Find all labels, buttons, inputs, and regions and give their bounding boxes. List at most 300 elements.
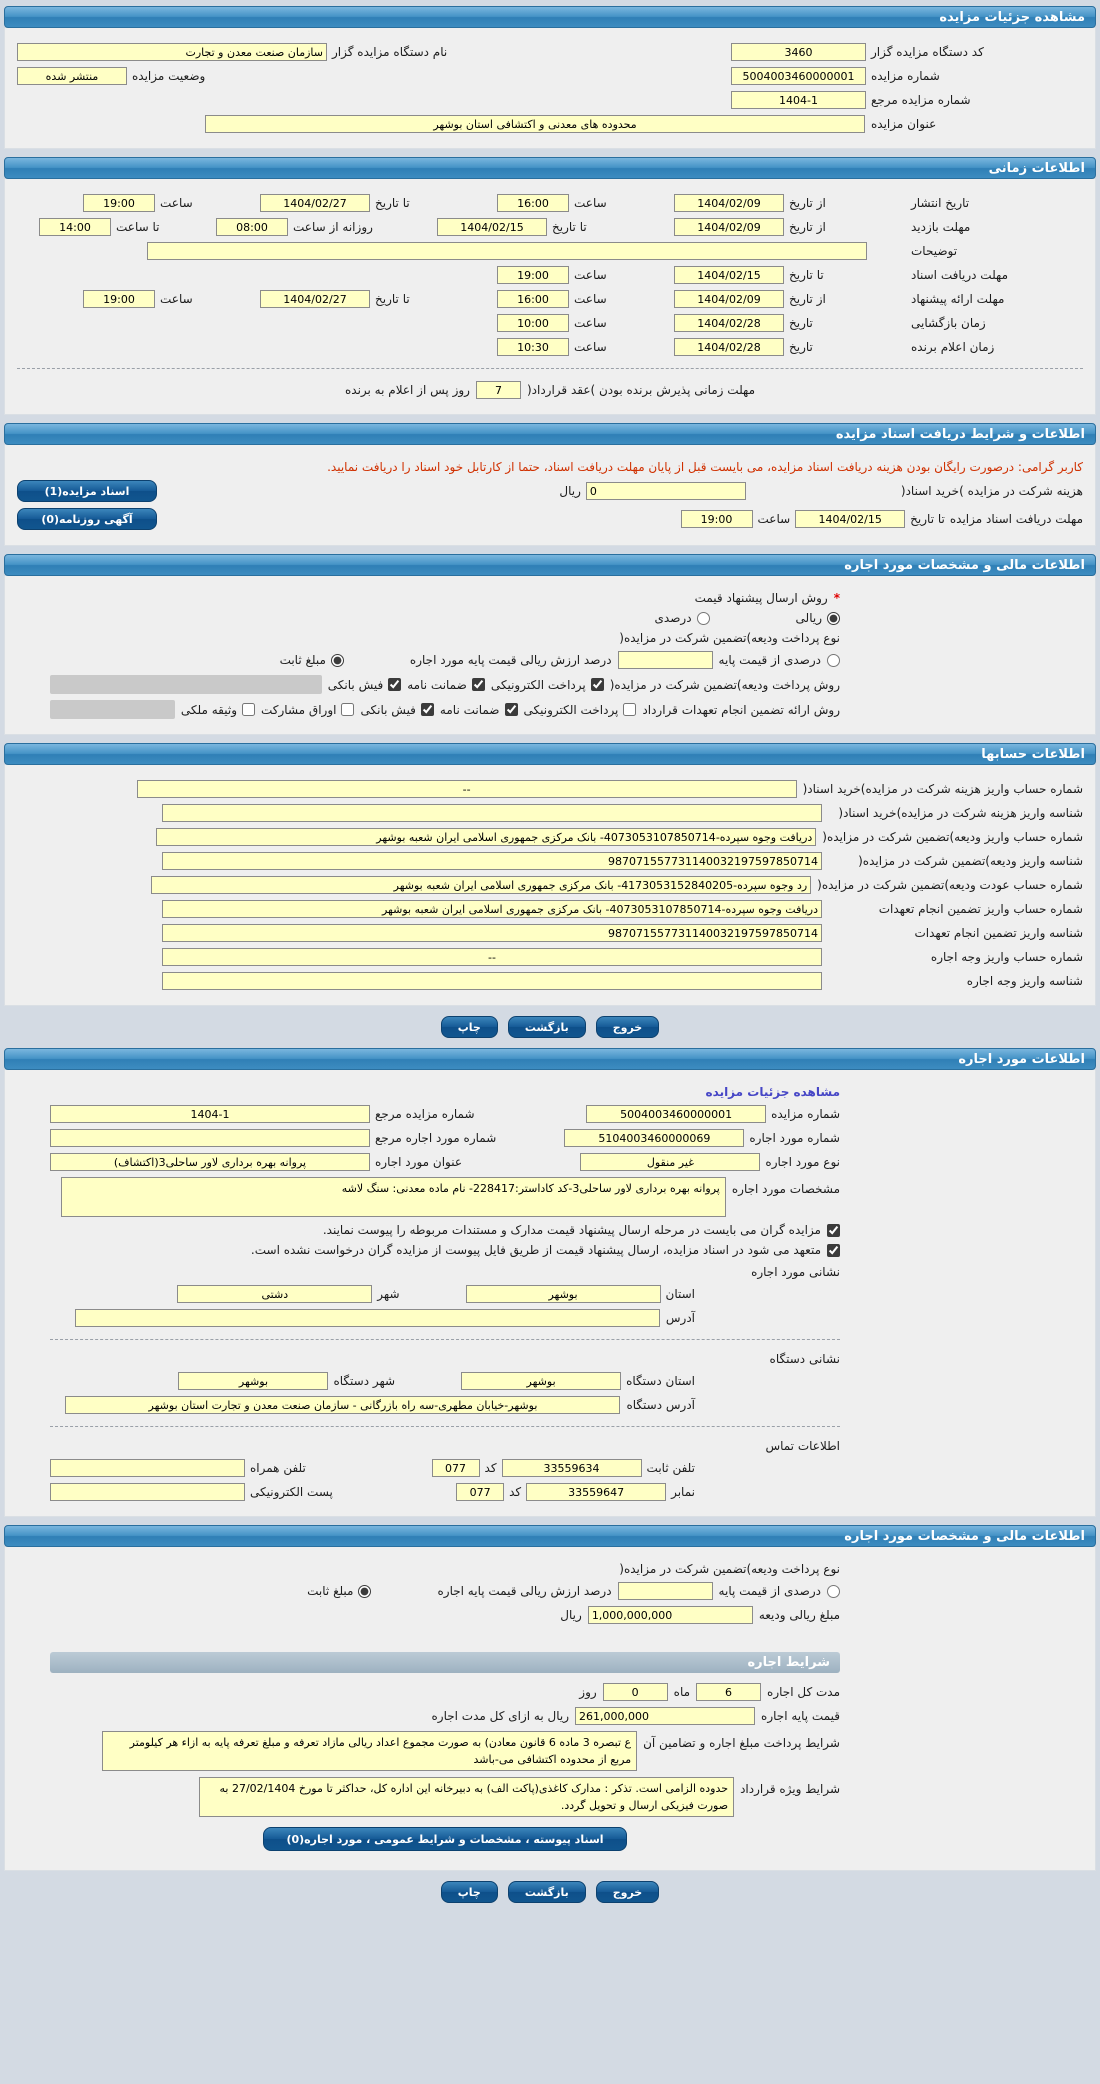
participation-fee-input[interactable] [586, 482, 746, 500]
deposit-bank-receipt-field [328, 678, 401, 692]
rental-item-ref-label: شماره مورد اجاره مرجع [375, 1131, 497, 1145]
account-row-label: شماره حساب عودت ودیعه)تضمین شرکت در مزایده( [817, 878, 1083, 892]
to-hour-label: تا ساعت [116, 220, 160, 234]
obligation-property-collateral-field [181, 703, 255, 717]
account-row [17, 804, 1083, 822]
attachments-button[interactable]: اسناد پیوسته ، مشخصات و شرایط عمومی ، مورد اجاره(0) [263, 1827, 626, 1851]
special-terms-label: شرایط ویژه قرارداد [740, 1782, 840, 1797]
publish-from-time-field [497, 194, 630, 212]
no-file-note: متعهد می شود در اسناد مزایده، ارسال پیشنهاد قیمت از طریق فایل پیوست از مزایده گران درخواست نشده است. [250, 1243, 821, 1258]
rial-radio[interactable] [827, 612, 840, 625]
phone-input[interactable] [502, 1459, 642, 1477]
disabled-options-area [50, 700, 175, 719]
auction-docs-button[interactable]: اسناد مزایده(1) [17, 480, 157, 502]
rental-item-title-input[interactable] [50, 1153, 370, 1171]
account-row-label: شماره حساب واریز هزینه شرکت در مزایده)خرید اسناد( [802, 782, 1083, 796]
docs-deadline-field [681, 510, 1083, 528]
email-input[interactable] [50, 1483, 245, 1501]
offer-from-date-input[interactable] [674, 290, 784, 308]
phone-code-input[interactable] [432, 1459, 480, 1477]
org-province-field [461, 1372, 695, 1390]
timing-body [4, 179, 1096, 415]
account-row [17, 924, 1083, 942]
auction-details-body [4, 28, 1096, 149]
print-button[interactable]: چاپ [441, 1016, 498, 1038]
to-date-label: تا تاریخ [375, 196, 410, 210]
from-date-label: از تاریخ [789, 220, 826, 234]
code-label: کد [509, 1485, 522, 1500]
obligation-bank-receipt-label: فیش بانکی [360, 702, 416, 717]
visit-deadline-row [17, 218, 1083, 236]
exit-button[interactable]: خروج [596, 1016, 660, 1038]
obligation-property-collateral-label: وثیقه ملکی [180, 702, 238, 717]
offer-from-date-field [674, 290, 867, 308]
publish-to-date-input[interactable] [260, 194, 370, 212]
base-percent-input[interactable] [618, 651, 713, 669]
payment-terms-row [50, 1731, 840, 1771]
hour-label: ساعت [757, 512, 791, 526]
province-input[interactable] [466, 1285, 661, 1303]
obligation-bank-receipt-checkbox[interactable] [421, 703, 434, 716]
financial-1-title: اطلاعات مالی و مشخصات مورد اجاره [844, 557, 1085, 573]
opening-date-input[interactable] [674, 314, 784, 332]
org-province-label: استان دستگاه [626, 1374, 695, 1389]
account-row-label: شماره حساب واریز ودیعه)تضمین شرکت در مزایده( [822, 830, 1083, 844]
offer-deadline-label: مهلت ارائه پیشنهاد [911, 292, 1005, 306]
contact-group-row [50, 1439, 840, 1453]
section-financial-1 [4, 554, 1096, 735]
offer-to-time-field [83, 290, 216, 308]
deposit-type-label: نوع پرداخت ودیعه)تضمین شرکت در مزایده( [619, 631, 840, 645]
offer-from-time-input[interactable] [497, 290, 569, 308]
winner-announce-row [17, 338, 1083, 356]
offer-to-date-field [260, 290, 453, 308]
docs-fee-deposit-id-input[interactable] [162, 804, 822, 822]
rental-item-number-input[interactable] [564, 1129, 744, 1147]
opening-time-row [17, 314, 1083, 332]
timing-title: اطلاعات زمانی [988, 160, 1085, 176]
publish-date-label: تاریخ انتشار [911, 196, 970, 210]
phone-label: تلفن ثابت [646, 1461, 695, 1476]
base-percent-2-suffix: درصد ارزش ریالی قیمت پایه اجاره [437, 1584, 612, 1599]
phone-field [432, 1459, 695, 1477]
deposit-epay-field [491, 678, 604, 692]
financial-2-body [4, 1547, 1096, 1871]
divider [50, 1426, 840, 1427]
base-price-row [50, 1707, 840, 1725]
back-button[interactable]: بازگشت [508, 1881, 586, 1903]
attach-docs-note-row [50, 1223, 840, 1237]
notes-label: توضیحات [911, 244, 958, 258]
winner-time-field [497, 338, 630, 356]
auction-title-label: عنوان مزایده [871, 117, 937, 131]
publish-from-date-field [674, 194, 867, 212]
visit-daily-from-field [216, 218, 393, 236]
receive-to-date-input[interactable] [674, 266, 784, 284]
deposit-id-input[interactable] [162, 852, 822, 870]
docs-header [4, 423, 1096, 445]
payment-terms-label: شرایط پرداخت مبلغ اجاره و تضامین آن [643, 1736, 840, 1751]
participation-fee-label: هزینه شرکت در مزایده )خرید اسناد( [900, 484, 1083, 498]
device-name-field [17, 43, 447, 61]
payment-terms-textarea[interactable] [102, 1731, 637, 1771]
deposit-amount-row [50, 1606, 840, 1624]
account-row-label: شناسه واریز وجه اجاره [966, 974, 1083, 988]
address-input[interactable] [75, 1309, 660, 1327]
docs-warning-row [17, 460, 1083, 474]
rental-item-ref-input[interactable] [50, 1129, 370, 1147]
docs-body [4, 445, 1096, 546]
province-label: استان [665, 1287, 695, 1302]
docs-warning-text: کاربر گرامی: درصورت رایگان بودن هزینه دریافت اسناد مزایده، می بایست قبل از پایان مهلت دریافت اسناد، حتما از کارتابل خود اسناد را دریافت نمایید. [327, 460, 1083, 474]
docs-deadline-time-input[interactable] [681, 510, 753, 528]
visit-from-date-field [674, 218, 867, 236]
account-row [17, 900, 1083, 918]
mobile-label: تلفن همراه [250, 1461, 306, 1476]
to-date-label: تا تاریخ [552, 220, 587, 234]
notes-input[interactable] [147, 242, 867, 260]
rial-option-field [796, 611, 840, 625]
deposit-pay-method-label: روش پرداخت ودیعه)تضمین شرکت در مزایده( [609, 677, 840, 692]
back-button[interactable]: بازگشت [508, 1016, 586, 1038]
org-address-row [50, 1396, 840, 1414]
rental-title: اطلاعات مورد اجاره [958, 1051, 1085, 1067]
view-auction-details-link[interactable]: مشاهده جزئیات مزایده [705, 1085, 840, 1099]
rental-province-city-row [50, 1285, 840, 1303]
publish-date-row [17, 194, 1083, 212]
obligation-guarantee-letter-label: ضمانت نامه [439, 702, 500, 717]
section-docs-terms [4, 423, 1096, 546]
docs-deadline-row [17, 508, 1083, 530]
opening-time-input[interactable] [497, 314, 569, 332]
fax-field [456, 1483, 695, 1501]
rental-item-title-field [50, 1153, 462, 1171]
address-label: آدرس [665, 1311, 695, 1326]
device-row [17, 43, 1083, 61]
exit-button[interactable]: خروج [596, 1881, 660, 1903]
fixed-amount-2-option-field [307, 1584, 371, 1598]
fax-row [50, 1483, 840, 1501]
publish-to-time-field [83, 194, 216, 212]
base-price-input[interactable] [575, 1707, 755, 1725]
lease-duration-row [50, 1683, 840, 1701]
rental-specs-row [50, 1177, 840, 1217]
visit-to-date-input[interactable] [437, 218, 547, 236]
obligation-epay-checkbox[interactable] [623, 703, 636, 716]
auction-ref-label: شماره مزایده مرجع [871, 93, 971, 107]
price-send-method-label: روش ارسال پیشنهاد قیمت [694, 591, 828, 605]
org-city-field [178, 1372, 395, 1390]
page-header [4, 6, 1096, 28]
auction-number-row [17, 67, 1083, 85]
auction-status-field [17, 67, 205, 85]
rental-auction-ref-input[interactable] [50, 1105, 370, 1123]
rental-item-number-field [564, 1129, 840, 1147]
fixed-amount-option-field [280, 653, 344, 667]
docs-receive-deadline-label: مهلت دریافت اسناد [911, 268, 1009, 282]
section-timing [4, 157, 1096, 415]
opening-time-label: زمان بازگشایی [911, 316, 986, 330]
auction-ref-row [17, 91, 1083, 109]
deposit-guarantee-letter-field [407, 678, 485, 692]
rial-label: ریال [560, 1608, 582, 1623]
device-code-label: کد دستگاه مزایده گزار [871, 45, 984, 59]
offer-deadline-row [17, 290, 1083, 308]
newspaper-ads-button[interactable]: آگهی روزنامه(0) [17, 508, 157, 530]
deposit-bank-receipt-checkbox[interactable] [388, 678, 401, 691]
fixed-amount-2-radio[interactable] [358, 1585, 371, 1598]
attach-docs-checkbox[interactable] [827, 1224, 840, 1237]
action-buttons-row-bottom [4, 1881, 1096, 1903]
account-row [17, 972, 1083, 990]
daily-from-hour-label: روزانه از ساعت [293, 220, 373, 234]
city-input[interactable] [177, 1285, 372, 1303]
to-date-label: تا تاریخ [910, 512, 945, 526]
winner-time-input[interactable] [497, 338, 569, 356]
from-date-label: از تاریخ [789, 196, 826, 210]
hour-label: ساعت [574, 268, 607, 282]
special-terms-textarea[interactable] [199, 1777, 734, 1817]
lease-duration-label: مدت کل اجاره [767, 1685, 840, 1700]
offer-from-time-field [497, 290, 630, 308]
deposit-amount-input[interactable] [588, 1606, 753, 1624]
deposit-type-label-row [50, 631, 840, 645]
mobile-input[interactable] [50, 1459, 245, 1477]
org-province-city-row [50, 1372, 840, 1390]
rental-auction-number-field [586, 1105, 840, 1123]
deposit-pay-method-row [50, 675, 840, 694]
account-row [17, 948, 1083, 966]
publish-to-time-input[interactable] [83, 194, 155, 212]
deposit-guarantee-letter-checkbox[interactable] [472, 678, 485, 691]
price-send-method-options-row [50, 611, 840, 625]
rental-item-type-row [50, 1153, 840, 1171]
deposit-epay-label: پرداخت الکترونیکی [490, 677, 586, 692]
print-button[interactable]: چاپ [441, 1881, 498, 1903]
obligation-bonds-label: اوراق مشارکت [261, 702, 337, 717]
section-accounts [4, 743, 1096, 1006]
auction-number-input[interactable] [731, 67, 866, 85]
divider [50, 1339, 840, 1340]
rental-auction-ref-field [50, 1105, 475, 1123]
base-percent-2-radio[interactable] [827, 1585, 840, 1598]
month-label: ماه [673, 1685, 691, 1700]
lease-days-input[interactable] [603, 1683, 668, 1701]
action-buttons-row [4, 1016, 1096, 1038]
obligation-deposit-id-input[interactable] [162, 924, 822, 942]
hour-label: ساعت [574, 340, 607, 354]
rent-payment-account-input[interactable] [162, 948, 822, 966]
org-address-group-row [50, 1352, 840, 1366]
account-row-label: شماره حساب واریز تضمین انجام تعهدات [878, 902, 1083, 916]
obligation-epay-field [524, 703, 637, 717]
docs-deadline-date-input[interactable] [795, 510, 905, 528]
lease-terms-title: شرایط اجاره [747, 1655, 830, 1671]
to-date-label: تا تاریخ [789, 268, 824, 282]
docs-deadline-time-field [681, 510, 791, 528]
account-row [17, 780, 1083, 798]
deposit-refund-account-input[interactable] [151, 876, 811, 894]
from-date-label: از تاریخ [789, 292, 826, 306]
device-name-input[interactable] [17, 43, 327, 61]
deposit-account-input[interactable] [156, 828, 816, 846]
rental-header [4, 1048, 1096, 1070]
view-details-link-row [50, 1085, 840, 1099]
account-row-label: شناسه واریز هزینه شرکت در مزایده)خرید اسناد( [838, 806, 1083, 820]
account-row [17, 828, 1083, 846]
base-percent-radio[interactable] [827, 654, 840, 667]
org-address-input[interactable] [65, 1396, 620, 1414]
publish-from-date-input[interactable] [674, 194, 784, 212]
account-row-label: شناسه واریز ودیعه)تضمین شرکت در مزایده( [858, 854, 1083, 868]
rental-auction-number-row [50, 1105, 840, 1123]
base-percent-2-input[interactable] [618, 1582, 713, 1600]
percent-option-label: درصدی [654, 611, 692, 625]
rental-body [4, 1070, 1096, 1517]
fixed-amount-radio[interactable] [331, 654, 344, 667]
divider [17, 368, 1083, 369]
rial-label: ریال [559, 484, 581, 498]
auction-number-label: شماره مزایده [871, 69, 940, 83]
winner-date-input[interactable] [674, 338, 784, 356]
fixed-amount-option-label: مبلغ ثابت [279, 653, 326, 667]
rent-payment-id-input[interactable] [162, 972, 822, 990]
receive-to-date-field [674, 266, 867, 284]
section-financial-2 [4, 1525, 1096, 1871]
financial-1-body [4, 576, 1096, 735]
code-label: کد [484, 1461, 497, 1476]
attachments-button-row [50, 1827, 840, 1851]
required-asterisk: * [833, 591, 840, 605]
rial-option-label: ریالی [795, 611, 822, 625]
hour-label: ساعت [160, 196, 193, 210]
org-province-input[interactable] [461, 1372, 621, 1390]
province-field [466, 1285, 695, 1303]
device-code-input[interactable] [731, 43, 866, 61]
rental-item-type-input[interactable] [580, 1153, 760, 1171]
percent-radio[interactable] [697, 612, 710, 625]
rental-item-type-field [580, 1153, 840, 1171]
rental-specs-label: مشخصات مورد اجاره [731, 1182, 840, 1196]
hour-label: ساعت [574, 292, 607, 306]
auction-title-input[interactable] [205, 115, 865, 133]
deposit-bank-receipt-label: فیش بانکی [327, 677, 384, 692]
fax-code-input[interactable] [456, 1483, 504, 1501]
financial-2-title: اطلاعات مالی و مشخصات مورد اجاره [844, 1528, 1085, 1544]
percent-option-field [655, 611, 710, 625]
org-address-label: آدرس دستگاه [626, 1398, 695, 1413]
fixed-amount-2-option-label: مبلغ ثابت [307, 1584, 354, 1599]
obligation-account-input[interactable] [162, 900, 822, 918]
docs-deadline-label: مهلت دریافت اسناد مزایده [949, 512, 1083, 526]
visit-daily-to-input[interactable] [39, 218, 111, 236]
auction-ref-input[interactable] [731, 91, 866, 109]
city-label: شهر [377, 1287, 400, 1302]
org-address-group-label: نشانی دستگاه [769, 1352, 840, 1367]
rental-auction-number-input[interactable] [586, 1105, 766, 1123]
device-name-label: نام دستگاه مزایده گزار [332, 45, 448, 59]
account-row-label: شناسه واریز تضمین انجام تعهدات [914, 926, 1083, 940]
obligation-bonds-checkbox[interactable] [341, 703, 354, 716]
obligation-guarantee-row [50, 700, 840, 719]
deposit-type-2-options-row [50, 1582, 840, 1600]
visit-deadline-label: مهلت بازدید [911, 220, 971, 234]
org-city-input[interactable] [178, 1372, 328, 1390]
accounts-title: اطلاعات حسابها [981, 746, 1085, 762]
notes-row [17, 242, 1083, 260]
visit-daily-to-field [39, 218, 172, 236]
day-label: روز [579, 1685, 597, 1700]
receive-to-time-input[interactable] [497, 266, 569, 284]
publish-from-time-input[interactable] [497, 194, 569, 212]
rental-address-group-label: نشانی مورد اجاره [751, 1265, 840, 1280]
account-row [17, 876, 1083, 894]
deposit-type-2-label-row [50, 1562, 840, 1576]
obligation-epay-label: پرداخت الکترونیکی [523, 702, 619, 717]
docs-deadline-date-field [795, 510, 945, 528]
base-price-suffix: ریال به ازای کل مدت اجاره [431, 1709, 570, 1724]
docs-receive-deadline-row [17, 266, 1083, 284]
winner-announce-label: زمان اعلام برنده [911, 340, 995, 354]
date-label: تاریخ [789, 316, 813, 330]
deposit-epay-checkbox[interactable] [591, 678, 604, 691]
base-percent-suffix: درصد ارزش ریالی قیمت پایه مورد اجاره [409, 653, 612, 667]
device-code-field [731, 43, 1083, 61]
financial-2-header [4, 1525, 1096, 1547]
obligation-guarantee-letter-field [440, 703, 518, 717]
winner-acceptance-days-input[interactable] [476, 381, 521, 399]
no-file-note-row [50, 1243, 840, 1257]
deposit-type-options-row [50, 651, 840, 669]
opening-date-field [674, 314, 867, 332]
obligation-property-collateral-checkbox[interactable] [242, 703, 255, 716]
rental-address-group-row [50, 1265, 840, 1279]
section-auction-details [4, 6, 1096, 149]
offer-to-time-input[interactable] [83, 290, 155, 308]
rental-auction-number-label: شماره مزایده [771, 1107, 840, 1121]
rental-item-title-label: عنوان مورد اجاره [375, 1155, 463, 1169]
participation-fee-row [17, 480, 1083, 502]
fax-input[interactable] [526, 1483, 666, 1501]
rental-item-type-label: نوع مورد اجاره [765, 1155, 840, 1169]
hour-label: ساعت [574, 196, 607, 210]
fax-label: نمابر [671, 1485, 695, 1500]
auction-status-input[interactable] [17, 67, 127, 85]
lease-terms-subheader [50, 1652, 840, 1673]
email-label: پست الکترونیکی [250, 1485, 333, 1500]
auction-ref-field [731, 91, 1083, 109]
mobile-field [50, 1459, 306, 1477]
winner-acceptance-row [17, 381, 1083, 399]
rental-specs-textarea[interactable] [61, 1177, 726, 1217]
docs-fee-account-input[interactable] [137, 780, 797, 798]
disabled-options-area [50, 675, 322, 694]
visit-to-date-field [437, 218, 630, 236]
docs-title: اطلاعات و شرایط دریافت اسناد مزایده [835, 426, 1085, 442]
auction-number-field [731, 67, 1083, 85]
phone-row [50, 1459, 840, 1477]
timing-header [4, 157, 1096, 179]
visit-daily-from-input[interactable] [216, 218, 288, 236]
price-send-method-label-row [50, 591, 840, 605]
offer-to-date-input[interactable] [260, 290, 370, 308]
deposit-type-2-label: نوع پرداخت ودیعه)تضمین شرکت در مزایده( [619, 1562, 840, 1577]
no-file-checkbox[interactable] [827, 1244, 840, 1257]
obligation-bonds-field [261, 703, 354, 717]
obligation-guarantee-letter-checkbox[interactable] [505, 703, 518, 716]
lease-months-input[interactable] [696, 1683, 761, 1701]
visit-from-date-input[interactable] [674, 218, 784, 236]
